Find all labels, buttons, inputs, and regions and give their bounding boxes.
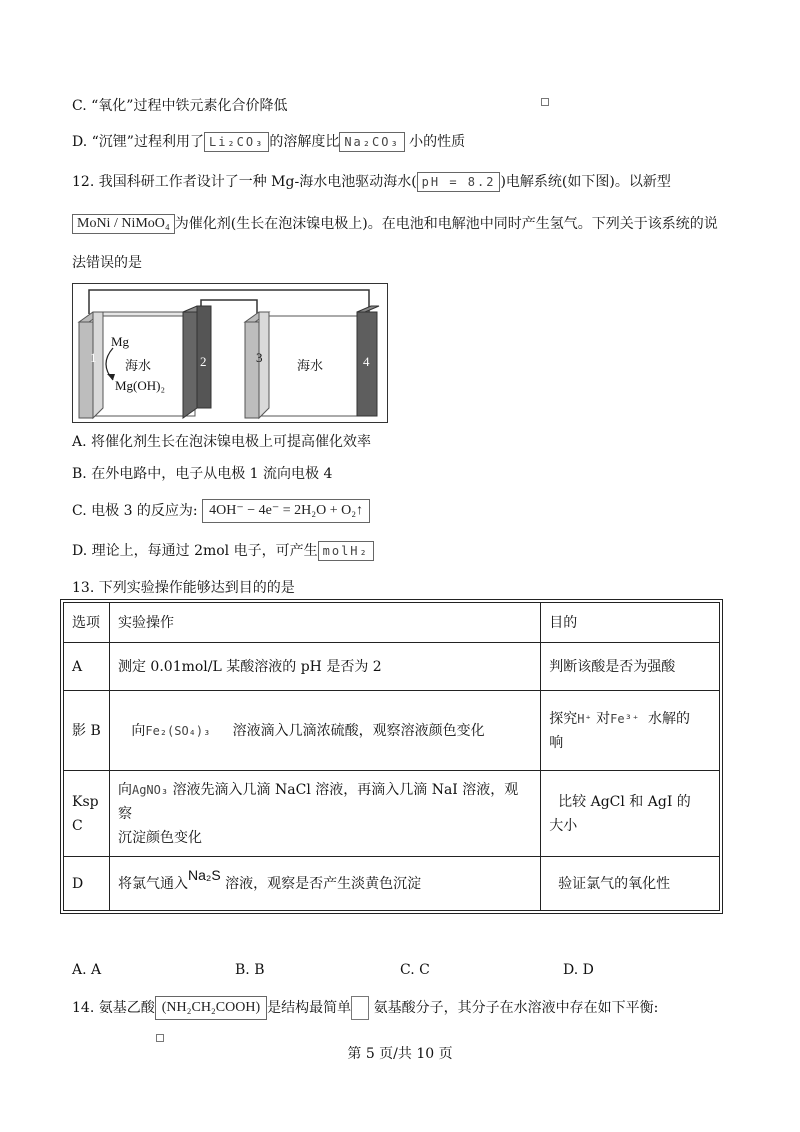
formula-ph: pH = 8.2	[417, 172, 501, 192]
option-d-line	[72, 132, 465, 152]
row-d-purpose-text: 验证氯气的氧化性	[558, 875, 671, 892]
reaction-arrowhead	[107, 374, 115, 380]
diagram-svg	[73, 284, 387, 422]
formula-li2co3: Li₂CO₃	[204, 132, 269, 152]
q14-text-pre: 14. 氨基乙酸	[72, 1000, 155, 1016]
row-d-op-pre: 将氯气通入	[117, 876, 188, 892]
row-b-purpose-post: 水解的	[647, 710, 690, 727]
q12-text-b: )电解系统(如下图)。以新型	[500, 174, 671, 190]
formula-electrode-3-reaction: 4OH⁻ − 4e⁻ = 2H₂O + O₂↑	[202, 499, 370, 523]
option-d-text2: 的溶解度比	[269, 134, 340, 150]
header-purpose: 目的	[541, 603, 720, 643]
formula-agno3: AgNO₃	[131, 782, 169, 797]
row-b-purpose-pre: 探究	[549, 710, 578, 727]
row-c-operation	[109, 771, 540, 857]
option-c-text: “氧化”过程中铁元素化合价降低	[91, 98, 288, 114]
formula-mol-h2: molH₂	[318, 541, 374, 561]
electrode-2	[183, 312, 197, 418]
row-d-operation	[109, 857, 540, 911]
row-c-op-pre: 向	[117, 781, 132, 798]
q12-option-c	[72, 499, 370, 523]
row-d-op-post: 溶液，观察是否产生淡黄色沉淀	[225, 876, 422, 892]
q13-title: 13. 下列实验操作能够达到目的的是	[72, 580, 295, 596]
electrolysis-diagram	[72, 283, 388, 423]
row-c-purpose	[541, 771, 720, 857]
row-c-op-post: 溶液先滴入几滴 NaCl 溶液，再滴入几滴 NaI 溶液，观察	[117, 781, 519, 822]
q14-text-mid: 是结构最简单	[267, 1000, 352, 1016]
header-operation: 实验操作	[109, 603, 540, 643]
row-b-op-pre: 向	[131, 722, 146, 739]
formula-catalyst: MoNi / NiMoO₄	[72, 214, 175, 234]
electrode-4-top	[357, 306, 379, 312]
q13-answer-b: B. B	[235, 962, 265, 978]
artifact-square-icon	[541, 98, 549, 106]
electrode-3-side	[259, 312, 269, 418]
formula-glycine: (NH₂CH₂COOH)	[155, 996, 267, 1020]
left-cell-top	[95, 312, 191, 316]
experiment-table	[63, 602, 720, 911]
q13-answer-d: D. D	[563, 962, 594, 978]
table-row	[64, 857, 720, 911]
outer-wire	[89, 290, 369, 314]
electrode-3	[245, 322, 259, 418]
q12-option-a: A. 将催化剂生长在泡沫镍电极上可提高催化效率	[72, 434, 372, 450]
option-d-prefix: D.	[72, 134, 92, 150]
table-header-row	[64, 603, 720, 643]
q12-option-d	[72, 541, 374, 561]
formula-fe2so43: Fe₂(SO₄)₃	[145, 723, 211, 738]
table-row	[64, 771, 720, 857]
q12-option-c-text: C. 电极 3 的反应为:	[72, 503, 198, 519]
row-b-operation	[109, 691, 540, 771]
formula-h-plus: H⁺	[577, 711, 592, 726]
page-footer: 第 5 页/共 10 页	[347, 1046, 453, 1062]
table-row	[64, 643, 720, 691]
q12-line1	[72, 172, 671, 192]
label-mg: Mg	[111, 334, 130, 349]
formula-fe3-plus: Fe³⁺	[610, 711, 640, 726]
formula-na2co3: Na₂CO₃	[339, 132, 404, 152]
row-a-option: A	[64, 643, 110, 691]
row-c-purpose-text: 比较 AgCl 和 AgI 的	[558, 793, 691, 810]
q12-option-b: B. 在外电路中，电子从电极 1 流向电极 4	[72, 466, 333, 482]
q12-text-a: 12. 我国科研工作者设计了一种 Mg-海水电池驱动海水(	[72, 174, 417, 190]
row-b-purpose-line2: 响	[549, 734, 564, 751]
electrode-1	[79, 322, 93, 418]
row-d-option: D	[64, 857, 110, 911]
row-a-operation: 测定 0.01mol/L 某酸溶液的 pH 是否为 2	[109, 643, 540, 691]
label-seawater-right: 海水	[297, 358, 324, 373]
row-d-purpose	[541, 857, 720, 911]
row-b-purpose	[541, 691, 720, 771]
option-d-text1: “沉锂”过程利用了	[91, 134, 204, 150]
label-electrode-3: 3	[256, 350, 263, 365]
q13-answer-c: C. C	[400, 962, 430, 978]
q12-line3: 法错误的是	[72, 255, 142, 271]
row-c-purpose-line2: 大小	[549, 817, 578, 834]
q12-line2	[72, 214, 718, 234]
q14-text-post: 氨基酸分子，其分子在水溶液中存在如下平衡:	[373, 1000, 659, 1016]
row-c-option: Ksp C	[64, 771, 110, 857]
row-a-purpose: 判断该酸是否为强酸	[541, 643, 720, 691]
row-b-option: 影 B	[64, 691, 110, 771]
artifact-square-icon	[156, 1034, 164, 1042]
row-c-op-line2: 沉淀颜色变化	[117, 829, 202, 846]
electrode-1-side	[93, 312, 103, 418]
table-row	[64, 691, 720, 771]
q13-answer-a: A. A	[72, 962, 102, 978]
header-option: 选项	[64, 603, 110, 643]
empty-box-icon	[351, 996, 369, 1020]
q12-option-d-text: D. 理论上，每通过 2mol 电子，可产生	[72, 543, 318, 559]
formula-na2s: Na₂S	[187, 867, 221, 883]
label-mgoh2: Mg(OH)₂	[115, 378, 166, 393]
label-electrode-4: 4	[363, 354, 370, 369]
q14-line	[72, 996, 658, 1020]
q12-text-c: 为催化剂(生长在泡沫镍电极上)。在电池和电解池中同时产生氢气。下列关于该系统的说	[174, 216, 718, 232]
row-b-op-post: 溶液滴入几滴浓硫酸，观察溶液颜色变化	[232, 722, 485, 739]
option-c-line	[72, 96, 287, 116]
label-seawater-left: 海水	[125, 358, 152, 373]
label-electrode-2: 2	[200, 354, 207, 369]
label-electrode-1: 1	[90, 350, 97, 365]
option-c-prefix: C.	[72, 98, 92, 114]
option-d-text3: 小的性质	[409, 134, 466, 150]
row-b-purpose-mid: 对	[596, 710, 611, 727]
